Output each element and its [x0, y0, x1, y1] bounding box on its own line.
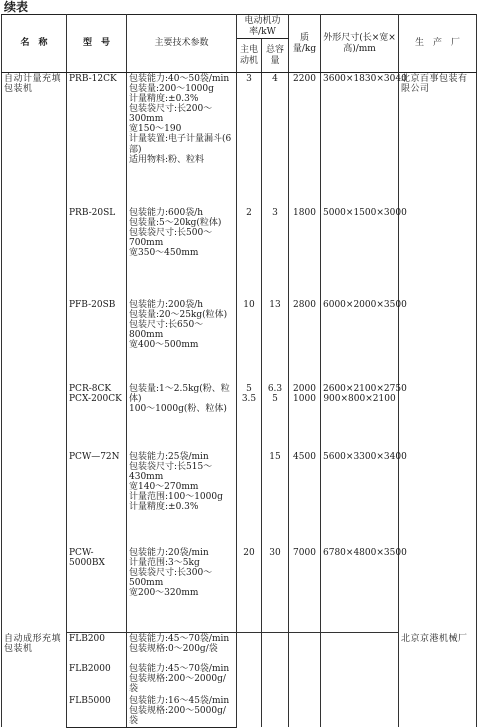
header-power-main: 主电动机: [237, 39, 262, 73]
header-params: 主要技术参数: [127, 15, 237, 73]
param-line: 宽200～320mm: [129, 587, 199, 598]
header-power: 电动机功率/kW: [237, 15, 289, 39]
param-line: 包装袋尺寸:长500～700mm: [129, 227, 213, 248]
model-cell: FLB200: [67, 633, 127, 663]
power-total-cell: [262, 633, 289, 728]
header-power-total: 总容量: [262, 39, 289, 73]
model-cell: FLB5000: [67, 695, 127, 728]
dims-cell: 6780×4800×3500: [321, 547, 399, 633]
param-line: 100～1000g(粉、粒体): [129, 403, 227, 414]
category-name: 自动成形充填包装机: [2, 633, 67, 728]
mass-cell: 7000: [289, 547, 321, 633]
param-line: 包装能力:20袋/min: [129, 547, 209, 558]
dims-cell: 2600×2100×2750 900×800×2100: [321, 383, 399, 451]
param-line: 适用物料:粉、粒料: [129, 154, 205, 165]
power-main-cell: [237, 633, 262, 728]
param-line: 宽350～450mm: [129, 247, 199, 258]
params-cell: [127, 547, 237, 633]
dims-cell: 6000×2000×3500: [321, 299, 399, 383]
params-cell: [127, 663, 237, 695]
model-cell: FLB2000: [67, 663, 127, 695]
power-total-cell: 6.3 5: [262, 383, 289, 451]
param-line: 包装能力:200袋/h: [129, 299, 204, 310]
maker-cell: 北京京港机械厂: [399, 633, 477, 728]
dims-cell: 3600×1830×3040: [321, 73, 399, 207]
model-cell: PRB-12CK: [67, 73, 127, 207]
param-line: 包装量:1～2.5kg(粉、粒体): [129, 383, 230, 404]
power-main-cell: 2: [237, 207, 262, 299]
power-total-cell: 4: [262, 73, 289, 207]
param-line: 宽400～500mm: [129, 339, 199, 350]
mass-cell: [289, 633, 321, 728]
param-line: 宽150～190: [129, 124, 182, 135]
power-main-cell: [237, 451, 262, 547]
power-main-cell: 3: [237, 73, 262, 207]
model-cell: PCR-8CK PCX-200CK: [67, 383, 127, 451]
param-line: 包装能力:45～70袋/min: [129, 663, 230, 674]
power-total-cell: 30: [262, 547, 289, 633]
dims-cell: 5000×1500×3000: [321, 207, 399, 299]
header-maker: 生 产 厂: [399, 15, 477, 73]
category-name: 自动计量充填包装机: [2, 73, 67, 633]
header-model: 型 号: [67, 15, 127, 73]
param-line: 包装能力:25袋/min: [129, 451, 209, 462]
param-line: 包装规格:0～200g/袋: [129, 644, 218, 655]
param-line: 宽140～270mm: [129, 481, 199, 492]
param-line: 包装能力:16～45袋/min: [129, 695, 230, 706]
param-line: 包装袋尺寸:长300～500mm: [129, 567, 213, 588]
table-caption: 续表: [4, 0, 29, 14]
mass-cell: 2000 1000: [289, 383, 321, 451]
param-line: 计量范围:100～1000g: [129, 491, 223, 502]
param-line: 包装能力:40～50袋/min: [129, 74, 230, 84]
mass-cell: 2200: [289, 73, 321, 207]
power-total-cell: 15: [262, 451, 289, 547]
power-total-cell: 13: [262, 299, 289, 383]
param-line: 计量精度:±0.3%: [129, 94, 199, 105]
model-cell: PFB-20SB: [67, 299, 127, 383]
power-total-cell: 3: [262, 207, 289, 299]
param-line: 包装量:20～25kg(粒体): [129, 309, 228, 320]
param-line: 包装量:200～1000g: [129, 84, 214, 95]
power-main-cell: 20: [237, 547, 262, 633]
params-cell: [127, 633, 237, 663]
power-main-cell: 5 3.5: [237, 383, 262, 451]
param-line: 包装能力:45～70袋/min: [129, 634, 230, 644]
power-main-cell: 10: [237, 299, 262, 383]
param-line: 计量装置:电子计量漏斗(6部): [129, 134, 232, 155]
params-cell: [127, 451, 237, 547]
params-cell: [127, 73, 237, 207]
maker-cell: 北京百事包装有限公司: [399, 73, 477, 633]
param-line: 包装袋尺寸:长200～300mm: [129, 104, 213, 125]
mass-cell: 2800: [289, 299, 321, 383]
header-name: 名 称: [2, 15, 67, 73]
header-dims: 外形尺寸(长×宽×高)/mm: [321, 15, 399, 73]
model-cell: PCW—72N: [67, 451, 127, 547]
param-line: 包装尺寸:长650～800mm: [129, 319, 204, 340]
params-cell: [127, 299, 237, 383]
dims-cell: [321, 633, 399, 728]
params-cell: [127, 383, 237, 451]
model-cell: PRB-20SL: [67, 207, 127, 299]
param-line: 计量精度:±0.3%: [129, 501, 199, 512]
spec-table: [1, 14, 477, 728]
param-line: 包装规格:200～2000g/袋: [129, 673, 226, 694]
params-cell: [127, 207, 237, 299]
param-line: 包装袋尺寸:长515～430mm: [129, 461, 213, 482]
param-line: 包装量:5～20kg(粒体): [129, 217, 222, 228]
dims-cell: 5600×3300×3400: [321, 451, 399, 547]
param-line: 包装规格:200～5000g/袋: [129, 705, 226, 726]
param-line: 计量范围:3～5kg: [129, 557, 200, 568]
mass-cell: 4500: [289, 451, 321, 547]
mass-cell: 1800: [289, 207, 321, 299]
model-cell: PCW-5000BX: [67, 547, 127, 633]
header-mass: 质量/kg: [289, 15, 321, 73]
param-line: 包装能力:600袋/h: [129, 207, 204, 218]
